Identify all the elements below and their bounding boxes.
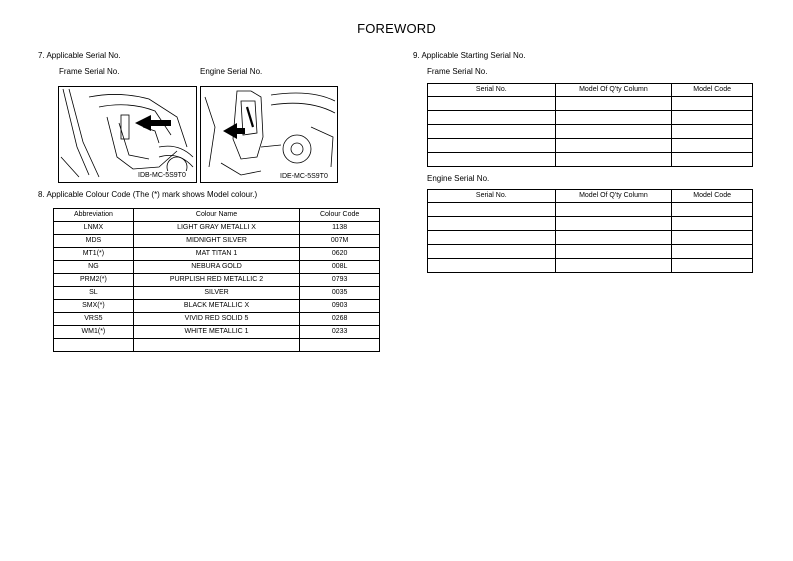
table-row: [428, 111, 753, 125]
colour-code-cell: [300, 339, 380, 352]
colour-name-cell: BLACK METALLIC X: [133, 300, 299, 313]
frame-figure-caption: IDB-MC-5S9T0: [138, 172, 186, 179]
table-row: [428, 231, 753, 245]
table-row: [54, 248, 380, 261]
column-header: Colour Code: [300, 209, 380, 222]
colour-name-cell: LIGHT GRAY METALLI X: [133, 222, 299, 235]
colour-code-table: [53, 208, 380, 352]
frame-serial-table: [427, 83, 753, 167]
colour-code-cell: 0233: [300, 326, 380, 339]
column-header: Colour Name: [133, 209, 299, 222]
colour-name-cell: MAT TITAN 1: [133, 248, 299, 261]
section7-heading: 7. Applicable Serial No.: [38, 51, 121, 60]
column-header: Model Of Q'ty Column: [555, 190, 672, 203]
abbreviation-cell: MDS: [54, 235, 134, 248]
column-header: Serial No.: [428, 84, 556, 97]
table-row: [428, 139, 753, 153]
abbreviation-cell: WM1(*): [54, 326, 134, 339]
table-row: [54, 339, 380, 352]
table-row: [54, 287, 380, 300]
colour-name-cell: WHITE METALLIC 1: [133, 326, 299, 339]
abbreviation-cell: PRM2(*): [54, 274, 134, 287]
abbreviation-cell: NG: [54, 261, 134, 274]
arrow-icon: [135, 115, 171, 131]
engine-serial-label: Engine Serial No.: [427, 174, 490, 183]
colour-name-cell: [133, 339, 299, 352]
table-row: [54, 326, 380, 339]
colour-code-cell: 008L: [300, 261, 380, 274]
table-row: [428, 217, 753, 231]
abbreviation-cell: SL: [54, 287, 134, 300]
engine-drawing: [201, 87, 337, 182]
table-row: [428, 153, 753, 167]
table-row: [54, 235, 380, 248]
abbreviation-cell: [54, 339, 134, 352]
colour-name-cell: SILVER: [133, 287, 299, 300]
colour-code-cell: 0035: [300, 287, 380, 300]
table-header-row: [54, 209, 380, 222]
table-row: [54, 261, 380, 274]
abbreviation-cell: SMX(*): [54, 300, 134, 313]
column-header: Abbreviation: [54, 209, 134, 222]
column-header: Model Code: [672, 84, 753, 97]
table-row: [428, 259, 753, 273]
frame-serial-label: Frame Serial No.: [59, 67, 120, 76]
table-row: [428, 245, 753, 259]
frame-serial-label: Frame Serial No.: [427, 67, 488, 76]
frame-drawing: [59, 87, 196, 182]
column-header: Model Of Q'ty Column: [555, 84, 672, 97]
colour-code-cell: 0268: [300, 313, 380, 326]
frame-serial-illustration: [58, 86, 197, 183]
table-row: [428, 125, 753, 139]
colour-name-cell: MIDNIGHT SILVER: [133, 235, 299, 248]
colour-code-cell: 1138: [300, 222, 380, 235]
engine-figure-caption: IDE-MC-5S9T0: [280, 173, 328, 180]
colour-name-cell: VIVID RED SOLID 5: [133, 313, 299, 326]
colour-code-cell: 007M: [300, 235, 380, 248]
abbreviation-cell: VRS5: [54, 313, 134, 326]
abbreviation-cell: MT1(*): [54, 248, 134, 261]
table-header-row: [428, 190, 753, 203]
engine-serial-label: Engine Serial No.: [200, 67, 263, 76]
table-row: [54, 313, 380, 326]
table-row: [54, 222, 380, 235]
table-row: [54, 274, 380, 287]
table-row: [428, 97, 753, 111]
table-row: [54, 300, 380, 313]
table-header-row: [428, 84, 753, 97]
engine-serial-illustration: [200, 86, 338, 183]
colour-code-cell: 0793: [300, 274, 380, 287]
abbreviation-cell: LNMX: [54, 222, 134, 235]
colour-code-cell: 0903: [300, 300, 380, 313]
engine-serial-table: [427, 189, 753, 273]
colour-name-cell: PURPLISH RED METALLIC 2: [133, 274, 299, 287]
section8-heading: 8. Applicable Colour Code (The (*) mark shows Model colour.): [38, 190, 258, 199]
arrow-icon: [223, 123, 245, 139]
table-row: [428, 203, 753, 217]
colour-name-cell: NEBURA GOLD: [133, 261, 299, 274]
column-header: Serial No.: [428, 190, 556, 203]
section9-heading: 9. Applicable Starting Serial No.: [413, 51, 526, 60]
column-header: Model Code: [672, 190, 753, 203]
page-title: FOREWORD: [357, 21, 436, 36]
colour-code-cell: 0620: [300, 248, 380, 261]
